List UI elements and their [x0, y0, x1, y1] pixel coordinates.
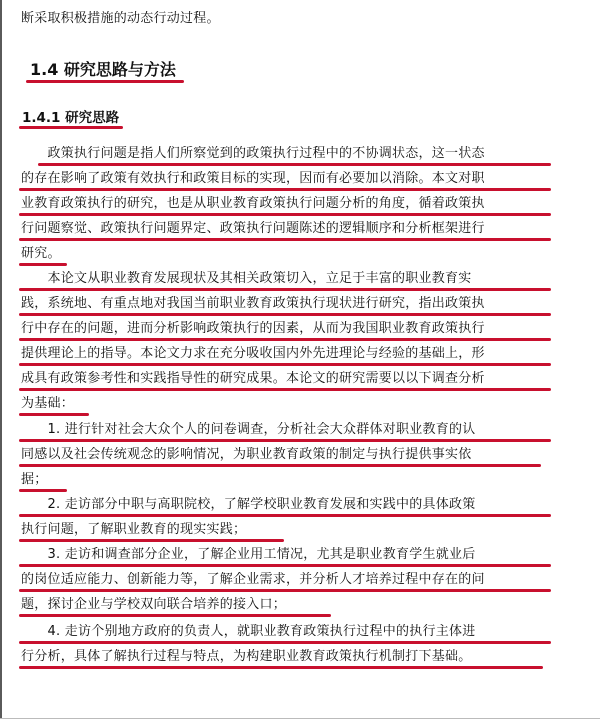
underline-line: [19, 288, 551, 291]
text-line-top-1: 断采取积极措施的动态行动过程。: [21, 11, 220, 26]
paragraph-2-line: 行中存在的问题，进而分析影响政策执行的因素，从而为我国职业教育政策执行: [21, 321, 485, 336]
underline-heading-1-4-1: [19, 126, 123, 129]
list-item-2-line: 执行问题，了解职业教育的现实实践；: [21, 522, 247, 537]
underline-line: [19, 388, 551, 391]
underline-line: [38, 163, 551, 166]
underline-line: [19, 564, 551, 567]
paragraph-1-line: 业教育政策执行的研究，也是从职业教育政策执行问题分析的角度，循着政策执: [21, 196, 485, 211]
underline-line: [19, 238, 551, 241]
paragraph-2-line: 成具有政策参考性和实践指导性的研究成果。本论文的研究需要以以下调查分析: [21, 371, 485, 386]
section-heading-1-4: 1.4 研究思路与方法: [30, 60, 176, 79]
list-item-3-line: 题，探讨企业与学校双向联合培养的接入口；: [21, 597, 287, 612]
underline-line: [19, 539, 284, 542]
paragraph-2-line: 为基础：: [21, 396, 75, 411]
list-item-4-line: 4. 走访个别地方政府的负责人，就职业教育政策执行过程中的执行主体进: [21, 624, 476, 639]
underline-line: [19, 338, 551, 341]
paragraph-1-line: 的存在影响了政策有效执行和政策目标的实现，因而有必要加以消除。本文对职: [21, 171, 485, 186]
underline-line: [19, 313, 551, 316]
list-item-1-line: 同感以及社会传统观念的影响情况，为职业教育政策的制定与执行提供事实依: [21, 447, 472, 462]
paragraph-1-line: 政策执行问题是指人们所察觉到的政策执行过程中的不协调状态，这一状态: [21, 146, 485, 161]
underline-line: [19, 213, 551, 216]
paragraph-2-line: 践，系统地、有重点地对我国当前职业教育政策执行现状进行研究，指出政策执: [21, 296, 485, 311]
underline-line: [19, 666, 543, 669]
list-item-4-line: 行分析，具体了解执行过程与特点，为构建职业教育政策执行机制打下基础。: [21, 649, 472, 664]
underline-line: [19, 589, 551, 592]
list-item-1-line: 1. 进行针对社会大众个人的问卷调查，分析社会大众群体对职业教育的认: [21, 422, 476, 437]
underline-line: [19, 514, 551, 517]
underline-line: [19, 489, 67, 492]
paragraph-1-line: 行问题察觉、政策执行问题界定、政策执行问题陈述的逻辑顺序和分析框架进行: [21, 221, 485, 236]
text-line-top-0: [21, 0, 581, 10]
paragraph-1-line: 研究。: [21, 246, 61, 261]
underline-line: [19, 614, 331, 617]
paragraph-2-line: 本论文从职业教育发展现状及其相关政策切入，立足于丰富的职业教育实: [21, 271, 472, 286]
underline-line: [19, 464, 541, 467]
list-item-3-line: 的岗位适应能力、创新能力等，了解企业需求，并分析人才培养过程中存在的问: [21, 572, 485, 587]
paragraph-2-line: 提供理论上的指导。本论文力求在充分吸收国内外先进理论与经验的基础上，形: [21, 346, 485, 361]
underline-line: [19, 188, 551, 191]
underline-line: [19, 263, 67, 266]
list-item-2-line: 2. 走访部分中职与高职院校，了解学校职业教育发展和实践中的具体政策: [21, 497, 476, 512]
underline-heading-1-4: [26, 80, 184, 83]
page-left-edge: [0, 0, 2, 719]
underline-line: [19, 641, 551, 644]
underline-line: [19, 363, 551, 366]
underline-line: [19, 439, 551, 442]
list-item-1-line: 据；: [21, 472, 48, 487]
list-item-3-line: 3. 走访和调查部分企业，了解企业用工情况，尤其是职业教育学生就业后: [21, 547, 476, 562]
subsection-heading-1-4-1: 1.4.1 研究思路: [22, 110, 120, 126]
underline-line: [19, 413, 89, 416]
